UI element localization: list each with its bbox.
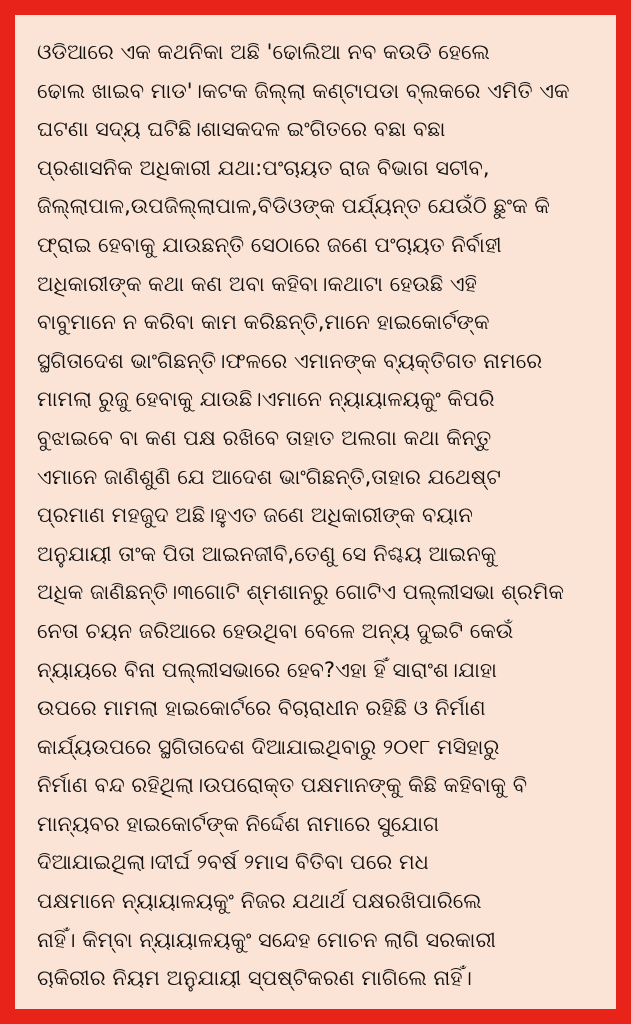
paragraph-line: ନାହିଁ। କିମ୍ବା ନ୍ୟାୟାଳୟକୁଂ ସନ୍ଦେହ ମୋଚନ ଲାଗି ସରକାରୀ [37,927,496,952]
paragraph-line: ବୁଝାଇବେ ବା କଣ ପକ୍ଷ ରଖିବେ ତାହାତ ଅଲଗା କଥା କିନ୍ତୁ [37,425,492,450]
paragraph-line: ପକ୍ଷମାନେ ନ୍ୟାୟାଳୟକୁଂ ନିଜର ଯଥାର୍ଥ ପକ୍ଷରଖିପାରିଲେ [37,889,482,914]
paragraph-line: ଏମାନେ ଜାଣିଶୁଣି ଯେ ଆଦେଶ ଭାଂଗିଛନ୍ତି,ତାହାର ଯଥେଷ୍ଟ [37,464,501,489]
paragraph-line: ଉପରେ ମାମଲା ହାଇକୋର୍ଟରେ ବିଚାରାଧୀନ ରହିଛି ଓ ନିର୍ମାଣ [37,696,486,721]
paragraph-line: ଚାକିରୀର ନିୟମ ଅନୁଯାୟୀ ସ୍ପଷ୍ଟିକରଣ ମାଗିଲେ ନାହିଁ। [37,966,472,991]
paragraph-line: ଢୋଲ ଖାଇବ ମାଡ'।କଟକ ଜିଲ୍ଲା କଣ୍ଟାପଡା ବ୍ଲକରେ ଏମିତି ଏକ [37,78,570,103]
paragraph-line: ପ୍ରମାଣ ମହଜୁଦ ଅଛି।ହୁଏତ ଜଣେ ଅଧିକାରୀଙ୍କ ବୟାନ [37,503,473,528]
paragraph-line: ନିର୍ମାଣ ବନ୍ଦ ରହିଥିଲା।ଉପରୋକ୍ତ ପକ୍ଷମାନଙ୍କୁ କିଛି କହିବାକୁ ବି [37,773,528,798]
paragraph-line: ବାବୁମାନେ ନ କରିବା କାମ କରିଛନ୍ତି,ମାନେ ହାଇକୋର୍ଟଙ୍କ [37,310,490,335]
paragraph-line: ଦିଆଯାଇଥିଲା।ଦୀର୍ଘ ୨ବର୍ଷ ୨ମାସ ବିତିବା ପରେ ମଧ [37,850,429,875]
paragraph-line: ସ୍ଥଗିତାଦେଶ ଭାଂଗିଛନ୍ତି।ଫଳରେ ଏମାନଙ୍କ ବ୍ୟକ୍ତିଗତ ନାମରେ [37,348,543,373]
paragraph-line: ନେତା ଚୟନ ଜରିଆରେ ହେଉଥିବା ବେଳେ ଅନ୍ୟ ଦୁଇଟି କେଉଁ [37,618,514,643]
paragraph-line: ଅଧିକାରୀଙ୍କ କଥା କଣ ଅବା କହିବା।କଥାଟା ହେଉଛି ଏହି [37,271,477,296]
paragraph-line: ଫ୍ରାଇ ହେବାକୁ ଯାଉଛନ୍ତି ସେଠାରେ ଜଣେ ପଂଚାୟତ ନିର୍ବାହୀ [37,232,502,257]
paragraph-line: ଓଡିଆରେ ଏକ କଥନିକା ଅଛି 'ଢୋଲିଆ ନବ କଉଡି ହେଲେ [37,40,490,64]
paragraph-line: ଜିଲ୍ଲାପାଳ,ଉପଜିଲ୍ଲାପାଳ,ବିଡିଓଙ୍କ ପର୍ଯ୍ୟନ୍ତ ଯେଉଁଠି ଛୁଂକ କି [37,194,550,219]
paragraph-line: ମାମଲା ରୁଜୁ ହେବାକୁ ଯାଉଛି।ଏମାନେ ନ୍ୟାୟାଳୟକୁଂ କିପରି [37,387,495,412]
paragraph-line: ପ୍ରଶାସନିକ ଅଧିକାରୀ ଯଥା:ପଂଚାୟତ ରାଜ ବିଭାଗ ସଚୀବ, [37,155,490,180]
paragraph-line: କାର୍ଯ୍ୟଉପରେ ସ୍ଥଗିତାଦେଶ ଦିଆଯାଇଥିବାରୁ ୨୦୧୮ ମସିହାରୁ [37,734,500,759]
paragraph-line: ଅଧିକ ଜାଣିଛନ୍ତି।୩ଗୋଟି ଶ୍ମଶାନରୁ ଗୋଟିଏ ପଲ୍ଲୀସଭା ଶ୍ରମିକ [37,580,565,605]
text-panel [15,15,616,1009]
paragraph-line: ଘଟଣା ସଦ୍ୟ ଘଟିଛି।ଶାସକଦଳ ଇଂଗିତରେ ବଛା ବଛା [37,117,446,142]
paragraph-line: ମାନ୍ୟବର ହାଇକୋର୍ଟଙ୍କ ନିର୍ଦ୍ଦେଶ ନାମାରେ ସୁଯୋଗ [37,811,440,836]
paragraph-line: ଅନୁଯାୟୀ ତାଂକ ପିତା ଆଇନଜୀବି,ତେଣୁ ସେ ନିଶ୍ଚୟ ଆଇନକୁ [37,541,497,566]
paragraph-line: ନ୍ୟାୟରେ ବିନା ପଲ୍ଲୀସଭାରେ ହେବ?ଏହା ହିଁ ସାରାଂଶ।ଯାହା [37,657,497,682]
